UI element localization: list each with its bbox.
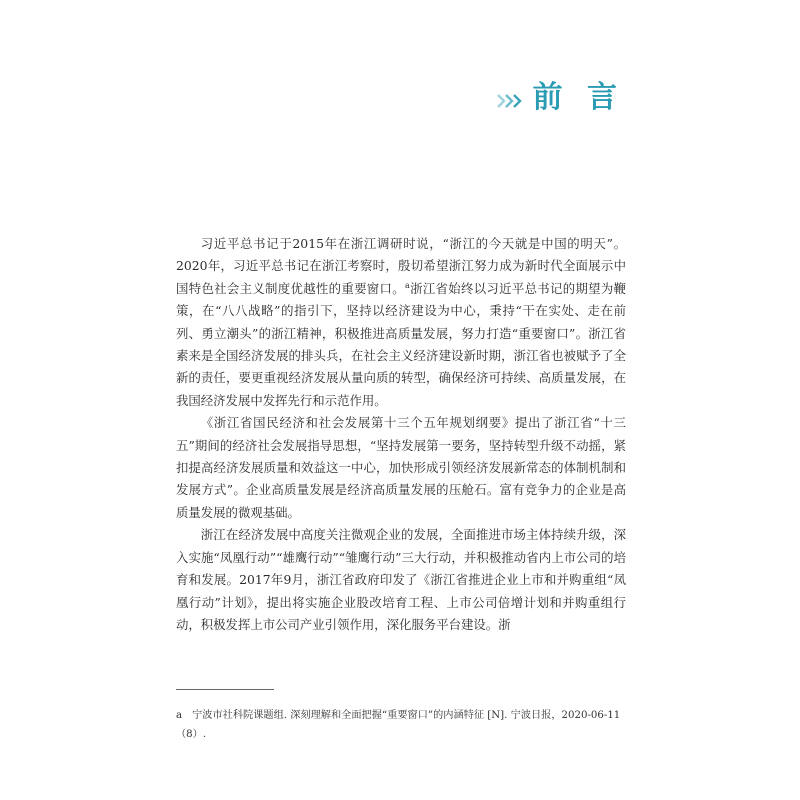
- footnote-ref: a: [404, 280, 410, 290]
- paragraph: [176, 233, 626, 412]
- paragraph: 浙江在经济发展中高度关注微观企业的发展，全面推进市场主体持续升级，深入实施“凤凰行动”“雄鹰行动”“雏鹰行动”三大行动，并积极推动省内上市公司的培育和发展。2017年9月，浙江省政府印发了《浙江省推进企业上市和并购重组“凤凰行动”计划》，提出将实施企业股改培育工程、上市公司倍增计划和并购重组行动，积极发挥上市公司产业引领作用，深化服务平台建设。浙: [176, 527, 626, 632]
- chapter-header: [497, 78, 624, 118]
- footnote-marker: a: [176, 710, 183, 721]
- paragraph: 《浙江省国民经济和社会发展第十三个五年规划纲要》提出了浙江省“十三五”期间的经济社会发展指导思想，“坚持发展第一要务，坚持转型升级不动摇，紧扣提高经济发展质量和效益这一中心，加快形成引领经济发展新常态的体制机制和发展方式”。企业高质量发展是经济高质量发展的压舱石。富有竞争力的企业是高质量发展的微观基础。: [176, 415, 626, 520]
- paragraph-text: 浙江省始终以习近平总书记的期望为鞭策，在“八八战略”的指引下，坚持以经济建设为中心，秉持“干在实处、走在前列、勇立潮头”的浙江精神，积极推进高质量发展，努力打造“重要窗口”。浙江省素来是全国经济发展的排头兵，在社会主义经济建设新时期，浙江省也被赋予了全新的责任，要更重视经济发展从量向质的转型，确保经济可持续、高质量发展，在我国经济发展中发挥先行和示范作用。: [176, 280, 627, 408]
- paragraph-text: 习近平总书记于2015年在浙江调研时说，“浙江的今天就是中国的明天”。2020年，习近平总书记在浙江考察时，殷切希望浙江努力成为新时代全面展示中国特色社会主义制度优越性的重要窗口。: [176, 236, 626, 296]
- triple-chevron-right-icon: [497, 88, 523, 108]
- chapter-title: 前 言: [532, 80, 624, 115]
- footnote: [176, 706, 628, 744]
- footnote-divider: [176, 689, 274, 690]
- body-text: [176, 233, 626, 636]
- footnote-text: 宁波市社科院课题组. 深刻理解和全面把握“重要窗口”的内涵特征 [N]. 宁波日报，2020-06-11（8）.: [176, 710, 621, 740]
